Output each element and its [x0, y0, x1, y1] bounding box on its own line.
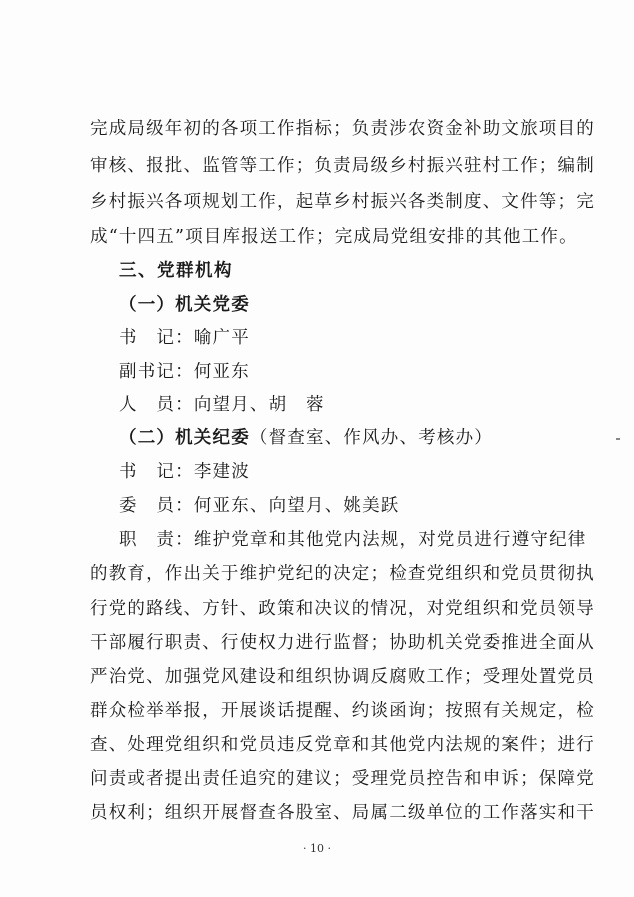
deputy-secretary-label: 副书记： — [119, 362, 194, 382]
members-label: 人 员： — [119, 395, 194, 415]
members-names: 向望月、胡 蓉 — [193, 395, 325, 415]
discipline-secretary-label: 书 记： — [119, 462, 194, 482]
subsection-heading-text: （二）机关纪委 — [119, 428, 250, 448]
duties-line: 行党的路线、方针、政策和决议的情况，对党组织和党员领导 — [90, 599, 595, 619]
section-heading: 三、党群机构 — [119, 261, 233, 281]
deputy-secretary-row — [119, 364, 559, 382]
duties-label: 职 责： — [119, 530, 194, 550]
subsection-heading-party-committee: （一）机关党委 — [119, 295, 250, 315]
duties-line: 群众检举举报，开展谈话提醒、约谈函询；按照有关规定，检 — [90, 701, 595, 721]
duties-line: 严治党、加强党风建设和组织协调反腐败工作；受理处置党员 — [90, 667, 595, 687]
committee-members-names: 何亚东、向望月、姚美跃 — [193, 496, 400, 516]
members-row — [119, 397, 559, 415]
committee-members-row — [119, 498, 559, 516]
deputy-secretary-name: 何亚东 — [193, 362, 250, 382]
secretary-name: 喻广平 — [193, 328, 250, 348]
paragraph-line: 成“十四五”项目库报送工作；完成局党组安排的其他工作。 — [90, 227, 578, 247]
page-number: · 10 · — [303, 842, 331, 855]
duties-text: 维护党章和其他党内法规，对党员进行遵守纪律 — [193, 530, 587, 550]
duties-line: 的教育，作出关于维护党纪的决定；检查党组织和党员贯彻执 — [90, 564, 595, 584]
secretary-label: 书 记： — [119, 328, 194, 348]
paragraph-line: 审核、报批、监管等工作；负责局级乡村振兴驻村工作；编制 — [90, 156, 595, 176]
paragraph-line: 乡村振兴各项规划工作，起草乡村振兴各类制度、文件等；完 — [90, 192, 595, 212]
discipline-secretary-name: 李建波 — [193, 462, 250, 482]
scan-mark — [616, 438, 620, 440]
duties-line: 干部履行职责、行使权力进行监督；协助机关党委推进全面从 — [90, 633, 595, 653]
paragraph-line: 完成局级年初的各项工作指标；负责涉农资金补助文旅项目的 — [90, 119, 595, 139]
secretary-row — [119, 330, 559, 348]
subsection-heading-discipline-committee — [119, 430, 559, 448]
duties-line: 查、处理党组织和党员违反党章和其他党内法规的案件；进行 — [90, 735, 595, 755]
duties-row — [119, 530, 587, 550]
committee-members-label: 委 员： — [119, 496, 194, 516]
subsection-heading-note: （督查室、作风办、考核办） — [249, 428, 494, 448]
discipline-secretary-row — [119, 464, 559, 482]
duties-line: 问责或者提出责任追究的建议；受理党员控告和申诉；保障党 — [90, 769, 595, 789]
duties-line: 员权利；组织开展督查各股室、局属二级单位的工作落实和干 — [90, 803, 595, 823]
